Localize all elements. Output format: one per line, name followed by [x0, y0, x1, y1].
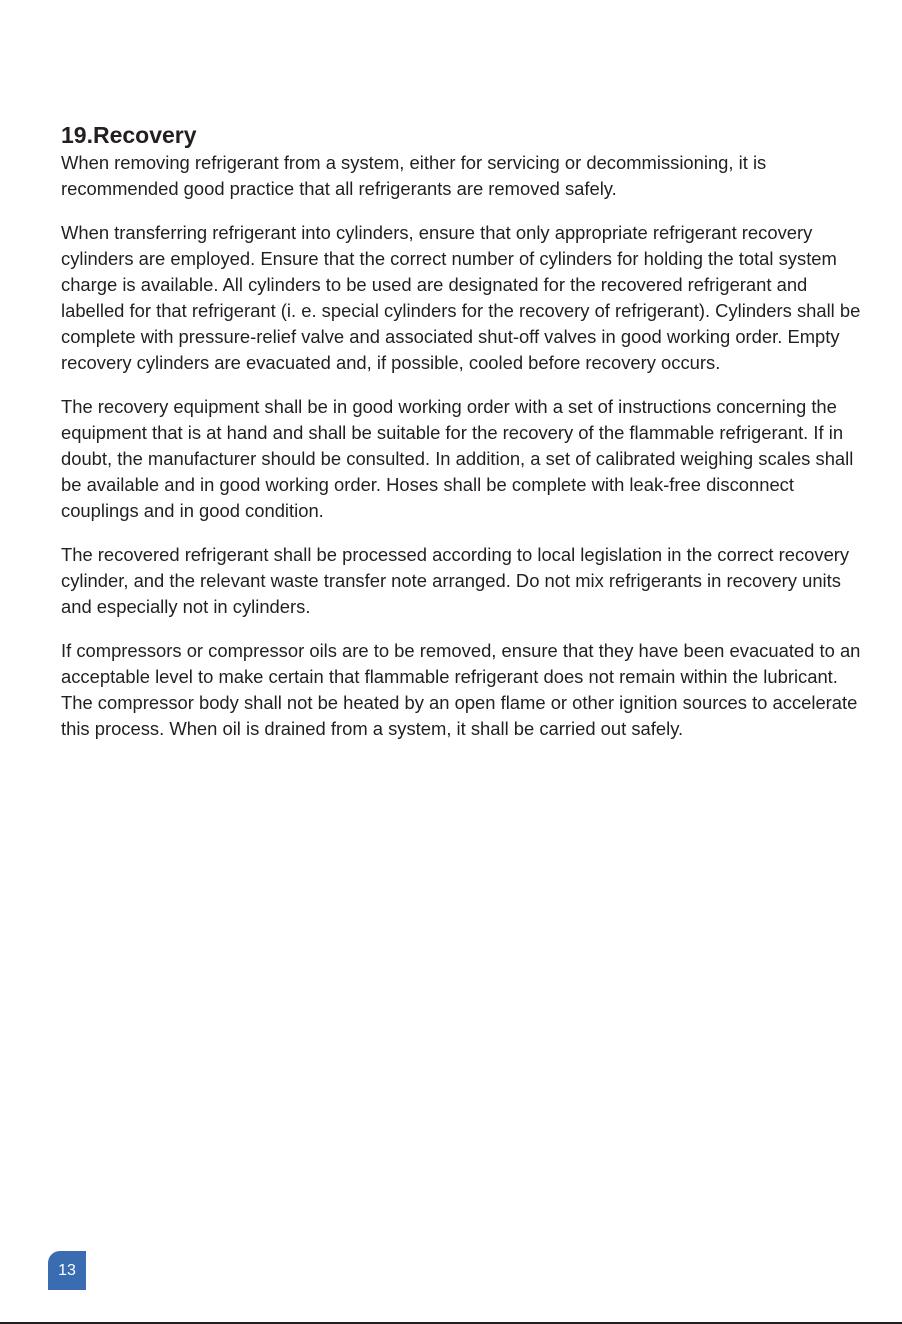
- section-title: 19.Recovery: [61, 122, 197, 148]
- paragraph-removal-practice: When removing refrigerant from a system, either for servicing or decommissioning, it is recommended good practice that all refrigerants are removed safely.: [61, 152, 767, 199]
- paragraph-recovery-equipment: The recovery equipment shall be in good working order with a set of instructions concerning the equipment that is at hand and shall be suitable for the recovery of the flammable refrigerant. If in doubt, the manufacturer should be consulted. In addition, a set of calibrated weighing scales shall be available and in good working order. Hoses shall be complete with leak-free disconnect couplings and in good condition.: [61, 396, 854, 521]
- paragraph-compressor-oils: If compressors or compressor oils are to be removed, ensure that they have been evacuated to an acceptable level to make certain that flammable refrigerant does not remain within the lubricant. The compressor body shall not be heated by an open flame or other ignition sources to accelerate this process. When oil is drained from a system, it shall be carried out safely.: [61, 640, 861, 739]
- page-number-badge: 13: [48, 1251, 86, 1290]
- section-content: [61, 120, 861, 760]
- paragraph-cylinders: When transferring refrigerant into cylinders, ensure that only appropriate refrigerant recovery cylinders are employed. Ensure that the correct number of cylinders for holding the total system charge is available. All cylinders to be used are designated for the recovered refrigerant and labelled for that refrigerant (i. e. special cylinders for the recovery of refrigerant). Cylinders shall be complete with pressure-relief valve and associated shut-off valves in good working order. Empty recovery cylinders are evacuated and, if possible, cooled before recovery occurs.: [61, 222, 861, 373]
- paragraph-processing: The recovered refrigerant shall be processed according to local legislation in the correct recovery cylinder, and the relevant waste transfer note arranged. Do not mix refrigerants in recovery units and especially not in cylinders.: [61, 544, 850, 617]
